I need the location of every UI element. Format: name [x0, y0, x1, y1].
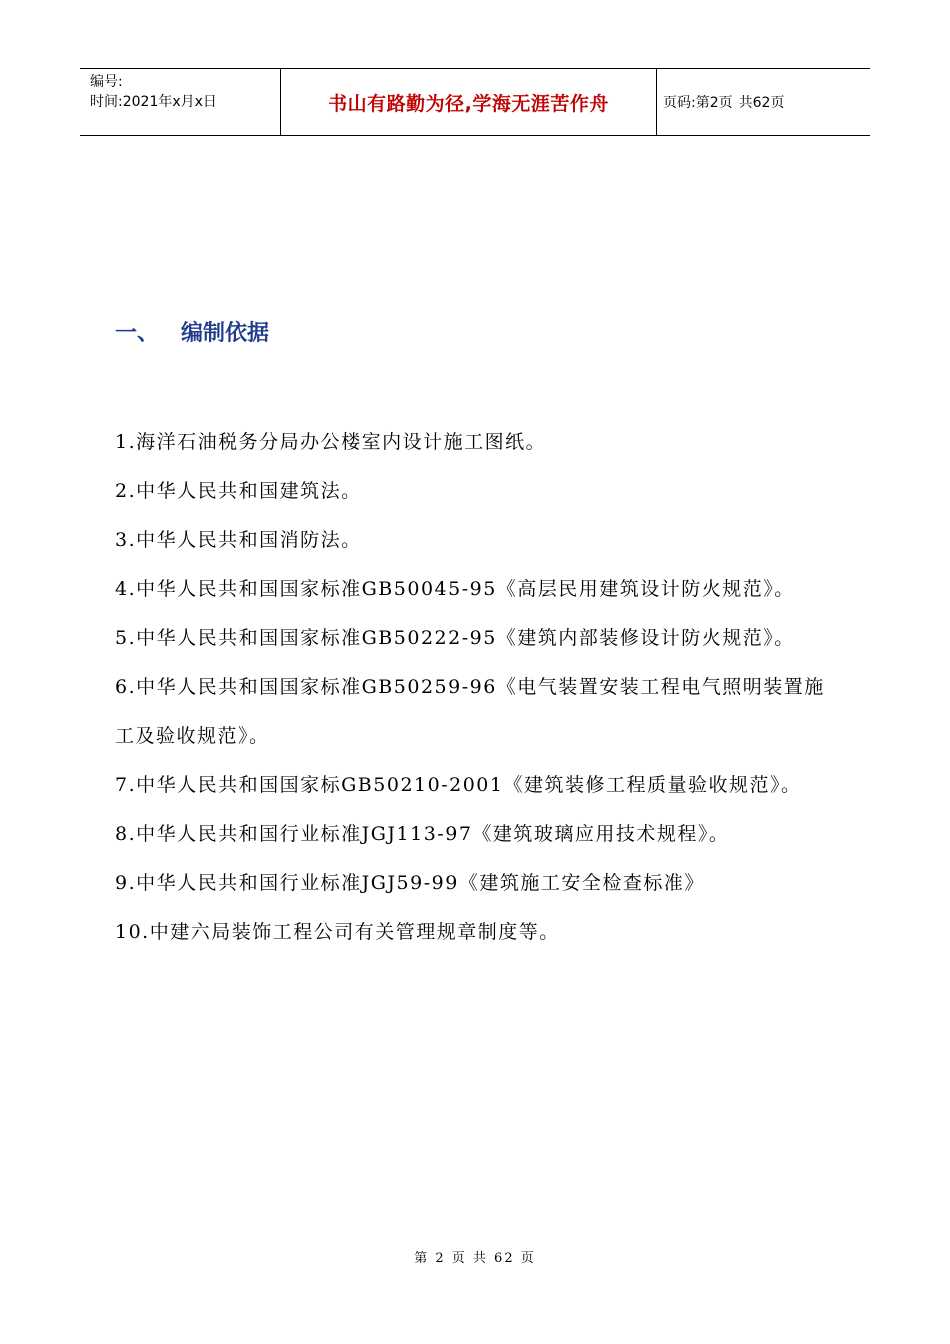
list-item: 2.中华人民共和国建筑法。: [115, 480, 362, 502]
header-meta-cell: [80, 69, 281, 135]
section-title: 编制依据: [181, 321, 270, 346]
document-date-label: 时间:2021年x月x日: [90, 94, 217, 110]
page-footer: 第 2 页 共 62 页: [414, 1251, 536, 1266]
list-item: 3.中华人民共和国消防法。: [115, 529, 362, 551]
header-motto-cell: [281, 69, 657, 135]
list-item: 1.海洋石油税务分局办公楼室内设计施工图纸。: [115, 431, 547, 453]
section-heading: [115, 316, 269, 347]
list-item: 10.中建六局装饰工程公司有关管理规章制度等。: [115, 921, 560, 943]
header-page-cell: [657, 69, 870, 135]
list-item: 9.中华人民共和国行业标准JGJ59-99《建筑施工安全检查标准》: [115, 872, 705, 894]
list-item: 4.中华人民共和国国家标准GB50045-95《高层民用建筑设计防火规范》。: [115, 578, 795, 600]
document-header: [80, 68, 870, 136]
list-item: 5.中华人民共和国国家标准GB50222-95《建筑内部装修设计防火规范》。: [115, 627, 795, 649]
header-page-label: 页码:第2页: [663, 95, 733, 111]
list-item: 7.中华人民共和国国家标GB50210-2001《建筑装修工程质量验收规范》。: [115, 774, 802, 796]
basis-list: [115, 418, 845, 957]
header-total-label: 共62页: [738, 95, 785, 111]
list-item: 8.中华人民共和国行业标准JGJ113-97《建筑玻璃应用技术规程》。: [115, 823, 730, 845]
document-number-label: 编号:: [90, 74, 123, 90]
section-number: 一、: [115, 321, 160, 346]
list-item: 6.中华人民共和国国家标准GB50259-96《电气装置安装工程电气照明装置施工及验收规范》。: [115, 676, 825, 747]
header-motto: 书山有路勤为径,学海无涯苦作舟: [328, 92, 609, 115]
